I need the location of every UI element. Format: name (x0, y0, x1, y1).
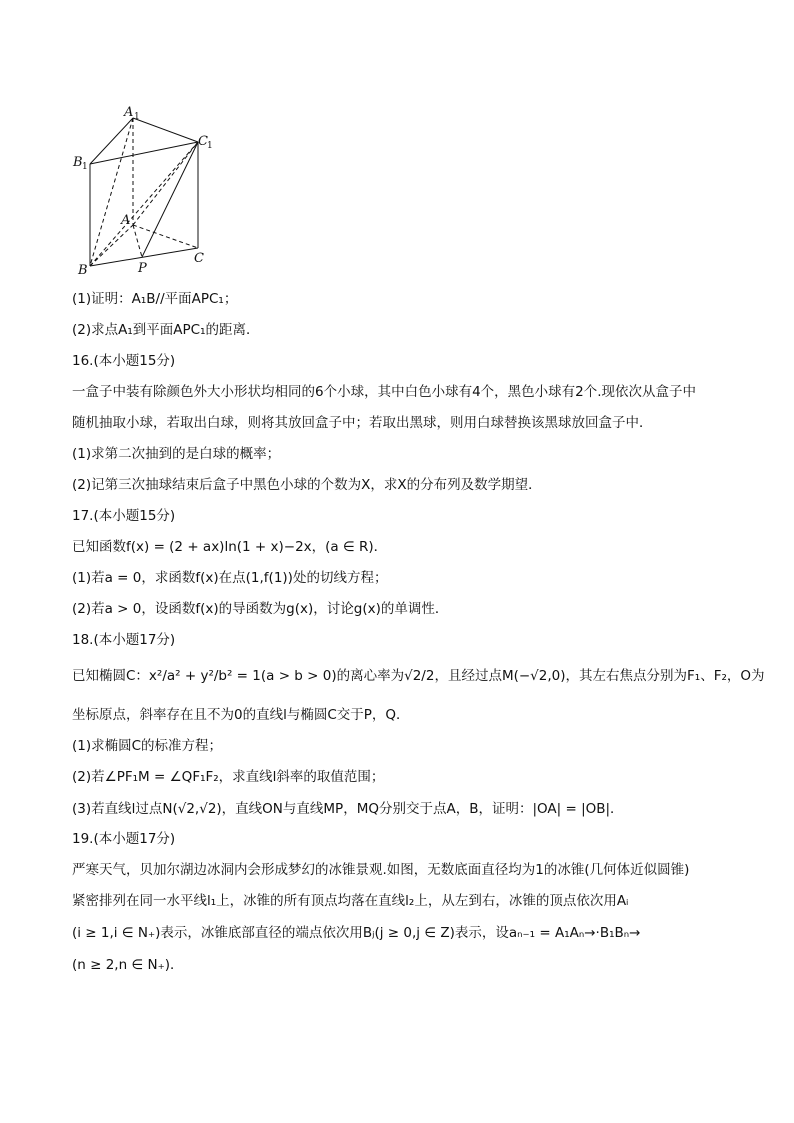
q18-stem-line1: 已知椭圆C：x²/a² + y²/b² = 1(a > b > 0)的离心率为√2/2，且经过点M(−√2,0)，其左右焦点分别为F₁、F₂，O为 (72, 668, 765, 684)
q16-heading: 16.(本小题15分) (72, 353, 176, 369)
label-b1-sub: 1 (82, 162, 88, 172)
q19-stem-line1: 严寒天气，贝加尔湖边冰洞内会形成梦幻的冰锥景观.如图，无数底面直径均为1的冰锥(几何体近似圆锥) (72, 862, 690, 878)
q18-part2: (2)若∠PF₁M = ∠QF₁F₂，求直线l斜率的取值范围； (72, 769, 385, 785)
label-c1-sub: 1 (207, 141, 213, 151)
q16-stem-line1: 一盒子中装有除颜色外大小形状均相同的6个小球，其中白色小球有4个，黑色小球有2个.现依次从盒子中 (72, 384, 697, 400)
q18-stem-line2: 坐标原点，斜率存在且不为0的直线l与椭圆C交于P，Q． (72, 707, 410, 723)
label-a: A (121, 213, 131, 228)
q19-stem-line3: (i ≥ 1,i ∈ N₊)表示，冰锥底部直径的端点依次用Bⱼ(j ≥ 0,j ∈ Z)表示，设aₙ₋₁ = A₁Aₙ→·B₁Bₙ→ (72, 925, 641, 941)
q19-heading: 19.(本小题17分) (72, 831, 176, 847)
edge-a1-b (90, 118, 133, 266)
edge-b1-c1 (90, 142, 198, 164)
edge-a-c1 (133, 142, 198, 225)
label-p: P (138, 261, 147, 276)
q17-part1: (1)若a = 0，求函数f(x)在点(1,f(1))处的切线方程； (72, 570, 388, 586)
edge-a1-c1 (133, 118, 198, 142)
edge-a-p (133, 225, 142, 257)
label-c1: C (198, 134, 208, 149)
edge-a-c (133, 225, 198, 248)
q15-part1: (1)证明：A₁B//平面APC₁； (72, 291, 238, 307)
triangular-prism-diagram (72, 100, 222, 280)
q15-part2: (2)求点A₁到平面APC₁的距离． (72, 322, 260, 338)
q16-part2: (2)记第三次抽球结束后盒子中黑色小球的个数为X，求X的分布列及数学期望． (72, 477, 542, 493)
label-c: C (194, 251, 204, 266)
q16-part1: (1)求第二次抽到的是白球的概率； (72, 446, 281, 462)
q18-part1: (1)求椭圆C的标准方程； (72, 738, 223, 754)
q18-part3: (3)若直线l过点N(√2,√2)，直线ON与直线MP，MQ分别交于点A，B，证明：|OA| = |OB|． (72, 801, 624, 817)
label-b: B (78, 263, 88, 278)
q19-stem-line4: (n ≥ 2,n ∈ N₊)． (72, 957, 184, 973)
q18-heading: 18.(本小题17分) (72, 632, 176, 648)
q17-heading: 17.(本小题15分) (72, 508, 176, 524)
q17-stem: 已知函数f(x) = (2 + ax)ln(1 + x)−2x，(a ∈ R)． (72, 539, 388, 555)
q19-stem-line2: 紧密排列在同一水平线l₁上，冰锥的所有顶点均落在直线l₂上，从左到右，冰锥的顶点依次用Aᵢ (72, 893, 629, 909)
label-a1-sub: 1 (134, 112, 140, 122)
q16-stem-line2: 随机抽取小球，若取出白球，则将其放回盒子中；若取出黑球，则用白球替换该黑球放回盒子中． (72, 415, 653, 431)
prism-figure (72, 100, 222, 280)
label-b1: B (73, 155, 83, 170)
label-a1: A (124, 105, 134, 120)
q17-part2: (2)若a > 0，设函数f(x)的导函数为g(x)，讨论g(x)的单调性． (72, 601, 449, 617)
edge-c1-p (142, 142, 198, 257)
